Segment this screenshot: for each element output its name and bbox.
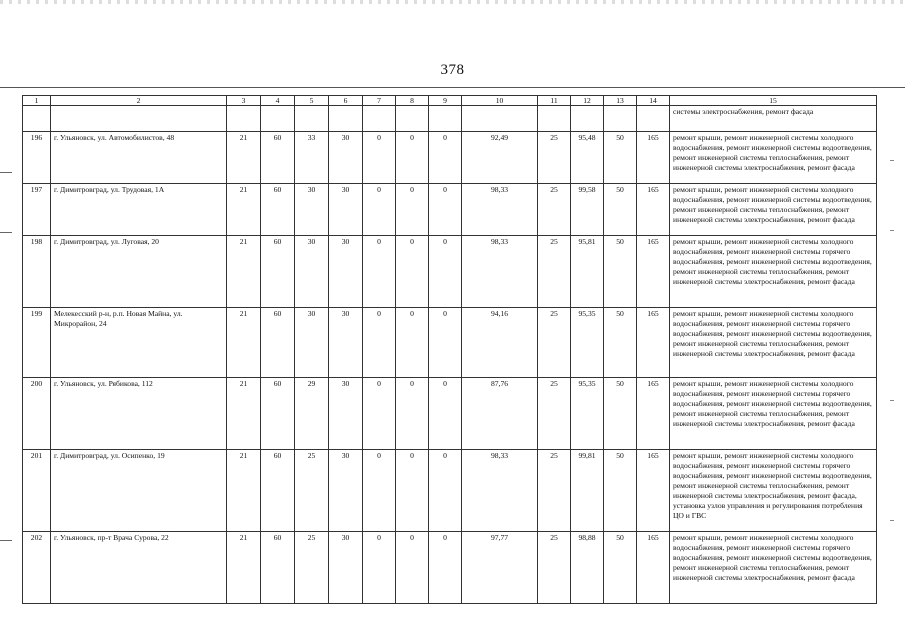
value-cell: 30	[329, 236, 363, 308]
value-cell: 30	[295, 308, 329, 378]
value-cell: 0	[396, 132, 429, 184]
row-number: 200	[23, 378, 51, 450]
value-cell: 30	[295, 236, 329, 308]
scan-mark	[890, 400, 894, 401]
page-number: 378	[440, 62, 465, 78]
works-cell: ремонт крыши, ремонт инженерной системы холодного водоснабжения, ремонт инженерной системы водоотведения, ремонт инженерной системы теплоснабжения, ремонт инженерной системы электроснабжения, ремонт фасада	[670, 132, 877, 184]
value-cell: 165	[637, 236, 670, 308]
value-cell: 30	[329, 450, 363, 532]
value-cell: 165	[637, 450, 670, 532]
value-cell: 60	[261, 532, 295, 604]
value-cell: 33	[295, 132, 329, 184]
column-header: 1	[23, 96, 51, 106]
address-cell: Мелекесский р-н, р.п. Новая Майна, ул. Микрорайон, 24	[51, 308, 227, 378]
column-number-row	[23, 96, 877, 106]
value-cell: 60	[261, 184, 295, 236]
scan-mark	[890, 520, 894, 521]
table-row	[23, 236, 877, 308]
table-row	[23, 450, 877, 532]
value-cell: 50	[604, 184, 637, 236]
value-cell: 95,81	[571, 236, 604, 308]
column-header: 6	[329, 96, 363, 106]
value-cell: 50	[604, 132, 637, 184]
address-cell: г. Димитровград, ул. Луговая, 20	[51, 236, 227, 308]
value-cell: 95,35	[571, 378, 604, 450]
value-cell: 25	[538, 378, 571, 450]
value-cell: 0	[363, 236, 396, 308]
value-cell: 0	[363, 378, 396, 450]
column-header: 7	[363, 96, 396, 106]
address-cell: г. Ульяновск, ул. Рябикова, 112	[51, 378, 227, 450]
works-cell: ремонт крыши, ремонт инженерной системы холодного водоснабжения, ремонт инженерной системы горячего водоснабжения, ремонт инженерной системы водоотведения, ремонт инженерной системы теплоснабжения, ремонт инженерной системы электроснабжения, ремонт фасада	[670, 308, 877, 378]
value-cell: 60	[261, 378, 295, 450]
value-cell: 21	[227, 236, 261, 308]
binding-mark	[0, 172, 12, 173]
value-cell: 21	[227, 532, 261, 604]
address-cell: г. Димитровград, ул. Трудовая, 1А	[51, 184, 227, 236]
value-cell: 25	[538, 532, 571, 604]
value-cell: 60	[261, 450, 295, 532]
value-cell: 0	[429, 132, 462, 184]
value-cell: 97,77	[462, 532, 538, 604]
value-cell: 99,58	[571, 184, 604, 236]
column-header: 4	[261, 96, 295, 106]
value-cell: 21	[227, 378, 261, 450]
value-cell: 50	[604, 236, 637, 308]
column-header: 9	[429, 96, 462, 106]
row-number: 198	[23, 236, 51, 308]
value-cell: 98,33	[462, 236, 538, 308]
value-cell: 165	[637, 378, 670, 450]
value-cell: 0	[429, 308, 462, 378]
value-cell: 50	[604, 450, 637, 532]
works-cell: ремонт крыши, ремонт инженерной системы холодного водоснабжения, ремонт инженерной системы горячего водоснабжения, ремонт инженерной системы водоотведения, ремонт инженерной системы теплоснабжения, ремонт инженерной системы электроснабжения, ремонт фасада, установка узлов управления и регулирования потребления ЦО и ГВС	[670, 450, 877, 532]
column-header: 13	[604, 96, 637, 106]
column-header: 5	[295, 96, 329, 106]
column-header: 12	[571, 96, 604, 106]
column-header: 3	[227, 96, 261, 106]
works-cell: ремонт крыши, ремонт инженерной системы холодного водоснабжения, ремонт инженерной системы горячего водоснабжения, ремонт инженерной системы водоотведения, ремонт инженерной системы теплоснабжения, ремонт инженерной системы электроснабжения, ремонт фасада	[670, 532, 877, 604]
value-cell: 25	[538, 236, 571, 308]
works-cell: системы электроснабжения, ремонт фасада	[670, 106, 877, 132]
value-cell: 94,16	[462, 308, 538, 378]
value-cell: 0	[429, 450, 462, 532]
table-row	[23, 184, 877, 236]
value-cell: 25	[538, 132, 571, 184]
value-cell: 30	[329, 308, 363, 378]
value-cell: 30	[295, 184, 329, 236]
row-number: 196	[23, 132, 51, 184]
value-cell: 0	[429, 184, 462, 236]
value-cell: 98,88	[571, 532, 604, 604]
scan-mark	[890, 230, 894, 231]
value-cell: 30	[329, 532, 363, 604]
value-cell: 50	[604, 308, 637, 378]
value-cell: 21	[227, 184, 261, 236]
value-cell: 98,33	[462, 184, 538, 236]
address-cell: г. Ульяновск, пр-т Врача Сурова, 22	[51, 532, 227, 604]
value-cell: 60	[261, 132, 295, 184]
value-cell: 60	[261, 308, 295, 378]
value-cell: 165	[637, 184, 670, 236]
value-cell: 87,76	[462, 378, 538, 450]
value-cell: 21	[227, 450, 261, 532]
continuation-row	[23, 106, 877, 132]
value-cell: 0	[396, 184, 429, 236]
value-cell: 95,35	[571, 308, 604, 378]
value-cell: 25	[295, 532, 329, 604]
address-cell: г. Ульяновск, ул. Автомобилистов, 48	[51, 132, 227, 184]
value-cell: 0	[429, 532, 462, 604]
value-cell: 0	[396, 236, 429, 308]
works-cell: ремонт крыши, ремонт инженерной системы холодного водоснабжения, ремонт инженерной системы горячего водоснабжения, ремонт инженерной системы водоотведения, ремонт инженерной системы теплоснабжения, ремонт инженерной системы электроснабжения, ремонт фасада	[670, 236, 877, 308]
value-cell: 0	[429, 378, 462, 450]
table-row	[23, 532, 877, 604]
value-cell: 92,49	[462, 132, 538, 184]
row-number: 197	[23, 184, 51, 236]
repair-register-table	[22, 95, 877, 604]
value-cell: 30	[329, 378, 363, 450]
value-cell: 0	[396, 532, 429, 604]
column-header: 8	[396, 96, 429, 106]
column-header: 15	[670, 96, 877, 106]
value-cell: 0	[396, 308, 429, 378]
scan-mark	[890, 160, 894, 161]
row-number: 202	[23, 532, 51, 604]
value-cell: 25	[538, 450, 571, 532]
value-cell: 25	[295, 450, 329, 532]
header-rule	[0, 87, 905, 88]
value-cell: 21	[227, 308, 261, 378]
row-number: 201	[23, 450, 51, 532]
value-cell: 50	[604, 378, 637, 450]
value-cell: 165	[637, 532, 670, 604]
value-cell: 25	[538, 184, 571, 236]
value-cell: 98,33	[462, 450, 538, 532]
value-cell: 0	[363, 532, 396, 604]
value-cell: 60	[261, 236, 295, 308]
value-cell: 30	[329, 132, 363, 184]
value-cell: 0	[363, 450, 396, 532]
column-header: 14	[637, 96, 670, 106]
value-cell: 0	[396, 450, 429, 532]
scan-edge	[0, 0, 905, 4]
works-cell: ремонт крыши, ремонт инженерной системы холодного водоснабжения, ремонт инженерной системы водоотведения, ремонт инженерной системы теплоснабжения, ремонт инженерной системы электроснабжения, ремонт фасада	[670, 184, 877, 236]
value-cell: 165	[637, 308, 670, 378]
value-cell: 0	[396, 378, 429, 450]
value-cell: 95,48	[571, 132, 604, 184]
value-cell: 30	[329, 184, 363, 236]
table-row	[23, 308, 877, 378]
value-cell: 50	[604, 532, 637, 604]
address-cell: г. Димитровград, ул. Осипенко, 19	[51, 450, 227, 532]
binding-mark	[0, 540, 12, 541]
value-cell: 165	[637, 132, 670, 184]
value-cell: 25	[538, 308, 571, 378]
works-cell: ремонт крыши, ремонт инженерной системы холодного водоснабжения, ремонт инженерной системы горячего водоснабжения, ремонт инженерной системы водоотведения, ремонт инженерной системы теплоснабжения, ремонт инженерной системы электроснабжения, ремонт фасада	[670, 378, 877, 450]
row-number: 199	[23, 308, 51, 378]
value-cell: 0	[363, 132, 396, 184]
value-cell: 29	[295, 378, 329, 450]
table-row	[23, 378, 877, 450]
value-cell: 99,81	[571, 450, 604, 532]
binding-mark	[0, 232, 12, 233]
table-row	[23, 132, 877, 184]
column-header: 11	[538, 96, 571, 106]
value-cell: 0	[363, 308, 396, 378]
value-cell: 21	[227, 132, 261, 184]
value-cell: 0	[429, 236, 462, 308]
column-header: 2	[51, 96, 227, 106]
value-cell: 0	[363, 184, 396, 236]
column-header: 10	[462, 96, 538, 106]
